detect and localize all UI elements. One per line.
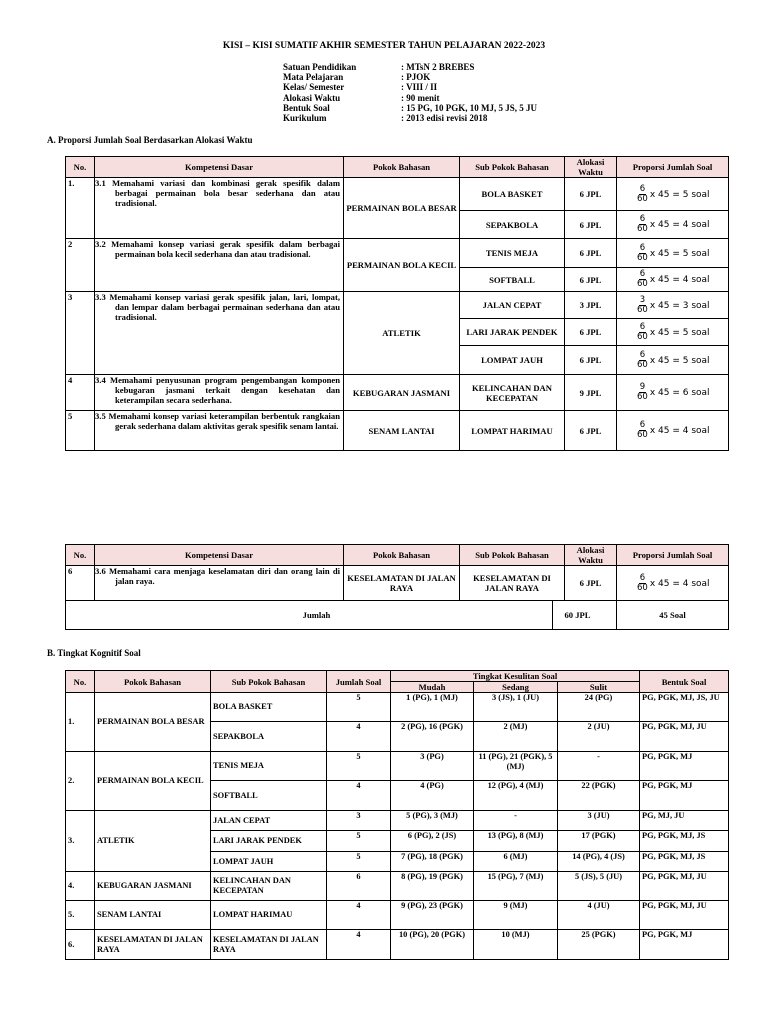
cell-spb: TENIS MEJA: [211, 752, 327, 781]
cell-kd: [95, 178, 344, 239]
cell-spb: JALAN CEPAT: [211, 811, 327, 831]
cell-proporsi: $\frac{6}{60}$ x 45 = 4 soal: [617, 411, 729, 451]
cell-js: 5: [327, 831, 391, 852]
cell-spb: SEPAKBOLA: [460, 211, 565, 239]
cell-proporsi: $\frac{3}{60}$ x 45 = 3 soal: [617, 292, 729, 319]
cell-proporsi: $\frac{6}{60}$ x 45 = 4 soal: [617, 268, 729, 292]
cell-spb: LOMPAT HARIMAU: [460, 411, 565, 451]
th-sedang: Sedang: [474, 682, 558, 693]
cell-pb: KESELAMATAN DI JALAN RAYA: [344, 566, 460, 601]
cell-bs: PG, PGK, MJ, JS, JU: [640, 693, 729, 722]
cell-spb: BOLA BASKET: [460, 178, 565, 211]
cell-kd: [95, 239, 344, 292]
cell-aw: 6 JPL: [565, 566, 617, 601]
th-kd: Kompetensi Dasar: [95, 157, 344, 178]
cell-js: 4: [327, 930, 391, 960]
cell-js: 4: [327, 722, 391, 752]
cell-bs: PG, PGK, MJ, JU: [640, 872, 729, 901]
cell-spb: JALAN CEPAT: [460, 292, 565, 319]
cell-proporsi: $\frac{6}{60}$ x 45 = 5 soal: [617, 178, 729, 211]
cell-no: 6.: [66, 930, 95, 960]
cell-bs: PG, PGK, MJ, JS: [640, 852, 729, 872]
fraction: $\frac{6}{60}$: [637, 183, 648, 204]
info-value: : VIII / II: [401, 82, 438, 93]
cell-sedang: 3 (JS), 1 (JU): [474, 693, 558, 722]
th-aw: Alokasi Waktu: [565, 157, 617, 178]
cell-proporsi: $\frac{6}{60}$ x 45 = 5 soal: [617, 319, 729, 346]
cell-sulit: 14 (PG), 4 (JS): [558, 852, 640, 872]
th-kd: Kompetensi Dasar: [95, 545, 344, 566]
kd-number: 3.2: [95, 239, 106, 249]
cell-mudah: 3 (PG): [391, 752, 474, 781]
cell-spb: TENIS MEJA: [460, 239, 565, 268]
cell-bs: PG, PGK, MJ: [640, 752, 729, 781]
info-row: [283, 62, 537, 72]
kd-text: Memahami konsep variasi gerak spesifik dalam berbagai permainan bola kecil sederhana dan atau tradisional.: [111, 239, 340, 259]
th-pb: Pokok Bahasan: [344, 157, 460, 178]
cell-bs: PG, PGK, MJ, JU: [640, 901, 729, 930]
cell-aw: 6 JPL: [565, 268, 617, 292]
cell-aw: 9 JPL: [565, 375, 617, 411]
cell-mudah: 8 (PG), 19 (PGK): [391, 872, 474, 901]
table-proporsi: [65, 156, 729, 451]
cell-pb: ATLETIK: [95, 811, 211, 872]
info-value: : 2013 edisi revisi 2018: [401, 113, 488, 124]
cell-js: 5: [327, 752, 391, 781]
cell-pb: KEBUGARAN JASMANI: [95, 872, 211, 901]
th-pjs: Proporsi Jumlah Soal: [617, 157, 729, 178]
cell-spb: LARI JARAK PENDEK: [460, 319, 565, 346]
info-value: : MTsN 2 BREBES: [401, 62, 475, 72]
cell-sulit: 22 (PGK): [558, 781, 640, 811]
cell-no: 1.: [66, 178, 95, 239]
cell-total-label: Jumlah 60 JPL: [66, 601, 617, 630]
th-pjs: Proporsi Jumlah Soal: [617, 545, 729, 566]
th-spb: Sub Pokok Bahasan: [460, 157, 565, 178]
cell-no: 2.: [66, 752, 95, 811]
cell-sedang: 9 (MJ): [474, 901, 558, 930]
cell-sulit: 24 (PG): [558, 693, 640, 722]
th-no: No.: [66, 545, 95, 566]
fraction: $\frac{6}{60}$: [637, 572, 648, 593]
info-label: Bentuk Soal: [283, 102, 330, 113]
cell-aw: 6 JPL: [565, 211, 617, 239]
fraction: $\frac{6}{60}$: [637, 214, 648, 234]
cell-no: 4: [66, 375, 95, 411]
fraction: $\frac{6}{60}$: [637, 349, 648, 370]
cell-aw: 6 JPL: [565, 239, 617, 268]
cell-sedang: 10 (MJ): [474, 930, 558, 960]
cell-sulit: 17 (PGK): [558, 831, 640, 852]
th-pb: Pokok Bahasan: [95, 671, 211, 693]
cell-mudah: 6 (PG), 2 (JS): [391, 831, 474, 852]
cell-proporsi: $\frac{9}{60}$ x 45 = 6 soal: [617, 375, 729, 411]
info-value: : PJOK: [401, 72, 431, 83]
th-sulit: Sulit: [558, 682, 640, 693]
cell-bs: PG, PGK, MJ, JS: [640, 831, 729, 852]
cell-kd: [95, 411, 344, 451]
section-a-heading: A. Proporsi Jumlah Soal Berdasarkan Alokasi Waktu: [47, 135, 253, 145]
cell-total-pjs: 45 Soal: [617, 601, 729, 630]
cell-mudah: 1 (PG), 1 (MJ): [391, 693, 474, 722]
kd-number: 3.6: [95, 566, 106, 576]
info-label: Kurikulum: [283, 113, 327, 124]
cell-sulit: 5 (JS), 5 (JU): [558, 872, 640, 901]
cell-js: 5: [327, 852, 391, 872]
cell-aw: 3 JPL: [565, 292, 617, 319]
cell-pb: ATLETIK: [344, 292, 460, 375]
info-label: Mata Pelajaran: [283, 72, 344, 83]
info-label: Alokasi Waktu: [283, 92, 341, 103]
cell-total-aw: 60 JPL: [552, 601, 603, 629]
cell-sedang: -: [474, 811, 558, 831]
cell-proporsi: $\frac{6}{60}$ x 45 = 5 soal: [617, 239, 729, 268]
info-label: Kelas/ Semester: [283, 82, 345, 93]
cell-spb: KESELAMATAN DI JALAN RAYA: [211, 930, 327, 960]
info-row: [283, 103, 537, 113]
cell-pb: PERMAINAN BOLA KECIL: [95, 752, 211, 811]
kd-text: Memahami cara menjaga keselamatan diri dan orang lain di jalan raya.: [108, 566, 340, 586]
cell-spb: SOFTBALL: [460, 268, 565, 292]
info-row: [283, 93, 537, 103]
cell-spb: KESELAMATAN DI JALAN RAYA: [460, 566, 565, 601]
th-mudah: Mudah: [391, 682, 474, 693]
cell-aw: 6 JPL: [565, 411, 617, 451]
table-proporsi-lanjutan: [65, 544, 729, 630]
info-label: Satuan Pendidikan: [283, 62, 357, 72]
cell-no: 4.: [66, 872, 95, 901]
fraction: $\frac{9}{60}$: [637, 382, 648, 402]
cell-spb: SEPAKBOLA: [211, 722, 327, 752]
cell-no: 5: [66, 411, 95, 451]
info-row: [283, 82, 537, 92]
cell-spb: KELINCAHAN DAN KECEPATAN: [460, 375, 565, 411]
cell-sedang: 15 (PG), 7 (MJ): [474, 872, 558, 901]
cell-mudah: 7 (PG), 18 (PGK): [391, 852, 474, 872]
cell-spb: SOFTBALL: [211, 781, 327, 811]
cell-kd: [95, 292, 344, 375]
th-no: No.: [66, 671, 95, 693]
cell-spb: BOLA BASKET: [211, 693, 327, 722]
document-title: KISI – KISI SUMATIF AKHIR SEMESTER TAHUN PELAJARAN 2022-2023: [222, 41, 546, 51]
kd-text: Memahami penyusunan program pengembangan komponen kebugaran jasmani terkait dengan kesehatan dan keterampilan secara sederhana.: [109, 375, 341, 405]
cell-no: 5.: [66, 901, 95, 930]
cell-bs: PG, PGK, MJ: [640, 781, 729, 811]
cell-spb: LARI JARAK PENDEK: [211, 831, 327, 852]
cell-proporsi: $\frac{6}{60}$ x 45 = 4 soal: [617, 211, 729, 239]
kd-number: 3.1: [95, 178, 106, 188]
fraction: $\frac{6}{60}$: [637, 269, 648, 289]
cell-pb: PERMAINAN BOLA KECIL: [344, 239, 460, 292]
cell-pb: KESELAMATAN DI JALAN RAYA: [95, 930, 211, 960]
cell-mudah: 9 (PG), 23 (PGK): [391, 901, 474, 930]
cell-sedang: 11 (PG), 21 (PGK), 5 (MJ): [474, 752, 558, 781]
cell-no: 2: [66, 239, 95, 292]
info-row: [283, 113, 537, 123]
th-tks: Tingkat Kesulitan Soal: [391, 671, 640, 682]
kd-number: 3.5: [95, 411, 106, 421]
cell-spb: LOMPAT JAUH: [460, 346, 565, 375]
fraction: $\frac{6}{60}$: [637, 321, 648, 342]
cell-bs: PG, MJ, JU: [640, 811, 729, 831]
th-no: No.: [66, 157, 95, 178]
kd-text: Memahami konsep variasi gerak spesifik jalan, lari, lompat, dan lempar dalam berbagai permainan sederhana dan atau tradisional.: [109, 292, 340, 322]
cell-js: 5: [327, 693, 391, 722]
cell-bs: PG, PGK, MJ, JU: [640, 722, 729, 752]
cell-spb: LOMPAT JAUH: [211, 852, 327, 872]
table-kognitif: [65, 670, 729, 960]
cell-proporsi: $\frac{6}{60}$ x 45 = 5 soal: [617, 346, 729, 375]
kd-text: Memahami konsep variasi keterampilan berbentuk rangkaian gerak sederhana dalam aktivitas gerak spesifik senam lantai.: [108, 411, 341, 431]
cell-sedang: 2 (MJ): [474, 722, 558, 752]
info-value: : 15 PG, 10 PGK, 10 MJ, 5 JS, 5 JU: [401, 102, 537, 113]
cell-spb: KELINCAHAN DAN KECEPATAN: [211, 872, 327, 901]
cell-js: 4: [327, 781, 391, 811]
cell-js: 4: [327, 901, 391, 930]
cell-proporsi: $\frac{6}{60}$ x 45 = 4 soal: [617, 566, 729, 601]
info-row: [283, 72, 537, 82]
cell-aw: 6 JPL: [565, 346, 617, 375]
cell-pb: SENAM LANTAI: [95, 901, 211, 930]
cell-no: 3: [66, 292, 95, 375]
cell-no: 3.: [66, 811, 95, 872]
th-js: Jumlah Soal: [327, 671, 391, 693]
cell-pb: KEBUGARAN JASMANI: [344, 375, 460, 411]
cell-kd: [95, 566, 344, 601]
cell-sulit: 25 (PGK): [558, 930, 640, 960]
cell-spb: LOMPAT HARIMAU: [211, 901, 327, 930]
cell-sulit: 4 (JU): [558, 901, 640, 930]
th-spb: Sub Pokok Bahasan: [460, 545, 565, 566]
cell-sulit: -: [558, 752, 640, 781]
kd-text: Memahami variasi dan kombinasi gerak spesifik dalam berbagai permainan bola besar sederhana dan atau tradisional.: [112, 178, 340, 208]
cell-kd: [95, 375, 344, 411]
fraction: $\frac{6}{60}$: [637, 420, 648, 440]
cell-mudah: 4 (PG): [391, 781, 474, 811]
cell-no: 1.: [66, 693, 95, 752]
kd-number: 3.4: [95, 375, 106, 385]
cell-mudah: 5 (PG), 3 (MJ): [391, 811, 474, 831]
cell-aw: 6 JPL: [565, 178, 617, 211]
fraction: $\frac{6}{60}$: [637, 242, 648, 263]
cell-js: 3: [327, 811, 391, 831]
th-spb: Sub Pokok Bahasan: [211, 671, 327, 693]
cell-pb: PERMAINAN BOLA BESAR: [95, 693, 211, 752]
info-block: [283, 62, 537, 123]
th-bs: Bentuk Soal: [640, 671, 729, 693]
info-value: : 90 menit: [401, 92, 440, 103]
cell-pb: SENAM LANTAI: [344, 411, 460, 451]
kd-number: 3.3: [95, 292, 106, 302]
cell-bs: PG, PGK, MJ: [640, 930, 729, 960]
th-aw: Alokasi Waktu: [565, 545, 617, 566]
section-b-heading: B. Tingkat Kognitif Soal: [47, 648, 141, 658]
fraction: $\frac{3}{60}$: [637, 294, 648, 315]
cell-sedang: 12 (PG), 4 (MJ): [474, 781, 558, 811]
cell-sedang: 6 (MJ): [474, 852, 558, 872]
cell-no: 6: [66, 566, 95, 601]
cell-mudah: 2 (PG), 16 (PGK): [391, 722, 474, 752]
cell-mudah: 10 (PG), 20 (PGK): [391, 930, 474, 960]
cell-sulit: 3 (JU): [558, 811, 640, 831]
cell-pb: PERMAINAN BOLA BESAR: [344, 178, 460, 239]
th-pb: Pokok Bahasan: [344, 545, 460, 566]
cell-aw: 6 JPL: [565, 319, 617, 346]
cell-sedang: 13 (PG), 8 (MJ): [474, 831, 558, 852]
cell-sulit: 2 (JU): [558, 722, 640, 752]
cell-js: 6: [327, 872, 391, 901]
